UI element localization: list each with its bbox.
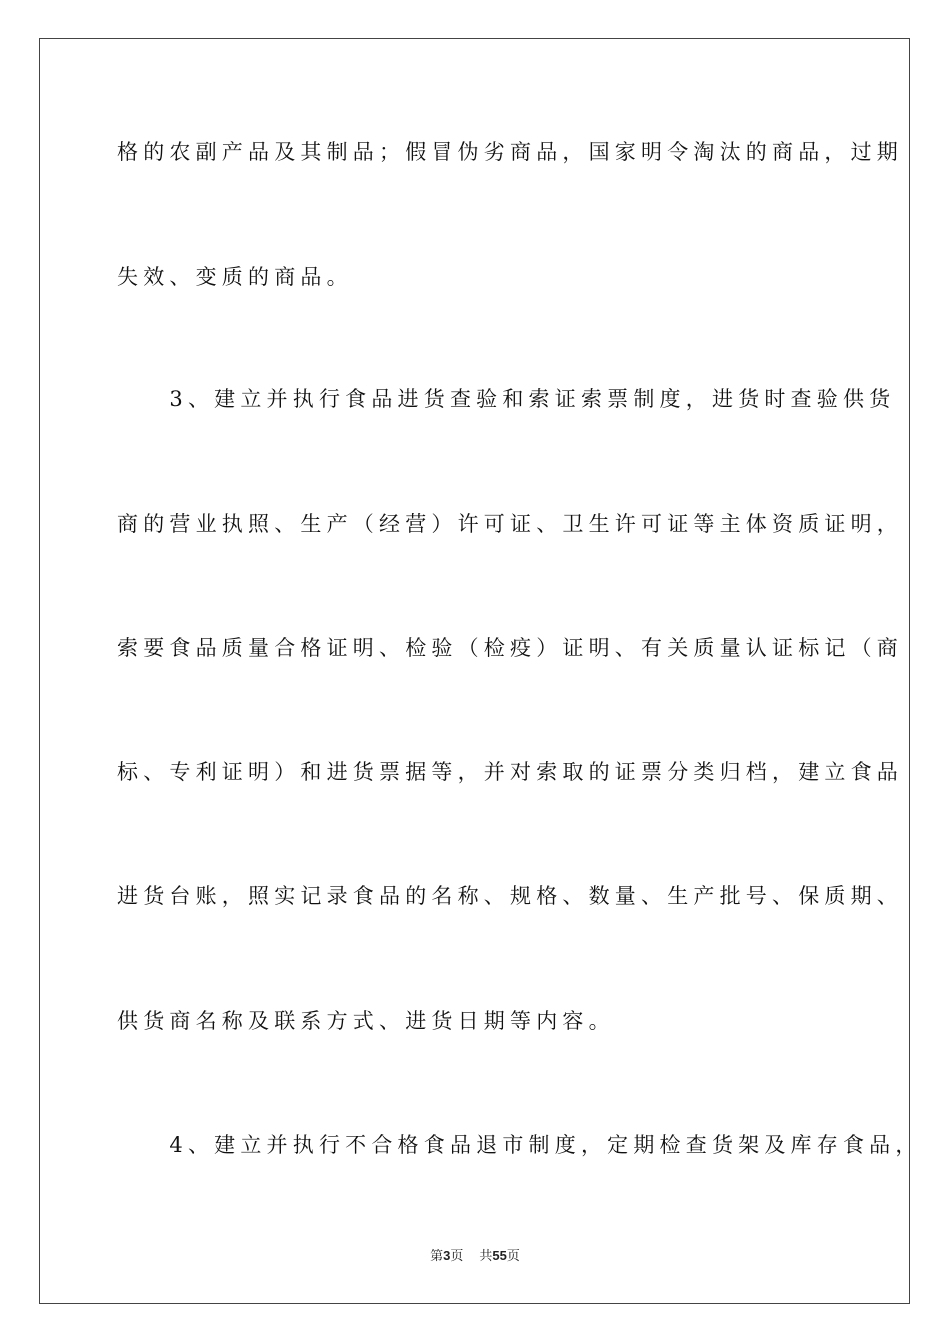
body-text-line-7: 进货台账，照实记录食品的名称、规格、数量、生产批号、保质期、 bbox=[117, 884, 903, 908]
body-text-line-6: 标、专利证明）和进货票据等，并对索取的证票分类归档，建立食品 bbox=[117, 760, 903, 784]
body-text-line-3: 3、建立并执行食品进货查验和索证索票制度，进货时查验供货 bbox=[117, 387, 896, 411]
body-text-line-4: 商的营业执照、生产（经营）许可证、卫生许可证等主体资质证明， bbox=[117, 512, 903, 536]
body-text-line-1: 格的农副产品及其制品；假冒伪劣商品，国家明令淘汰的商品，过期 bbox=[117, 140, 903, 164]
total-pages: 55 bbox=[492, 1248, 507, 1263]
body-text-line-8: 供货商名称及联系方式、进货日期等内容。 bbox=[117, 1009, 615, 1033]
page-suffix: 页 bbox=[450, 1249, 464, 1264]
page-prefix: 第 bbox=[430, 1249, 444, 1264]
page-footer bbox=[0, 1245, 950, 1264]
body-text-line-9: 4、建立并执行不合格食品退市制度，定期检查货架及库存食品， bbox=[117, 1133, 922, 1157]
body-text-line-2: 失效、变质的商品。 bbox=[117, 265, 353, 289]
total-prefix: 共 bbox=[479, 1249, 493, 1264]
page-number: 3 bbox=[443, 1248, 451, 1263]
body-text-line-5: 索要食品质量合格证明、检验（检疫）证明、有关质量认证标记（商 bbox=[117, 636, 903, 660]
total-suffix: 页 bbox=[506, 1249, 520, 1264]
page-border bbox=[39, 38, 922, 1304]
